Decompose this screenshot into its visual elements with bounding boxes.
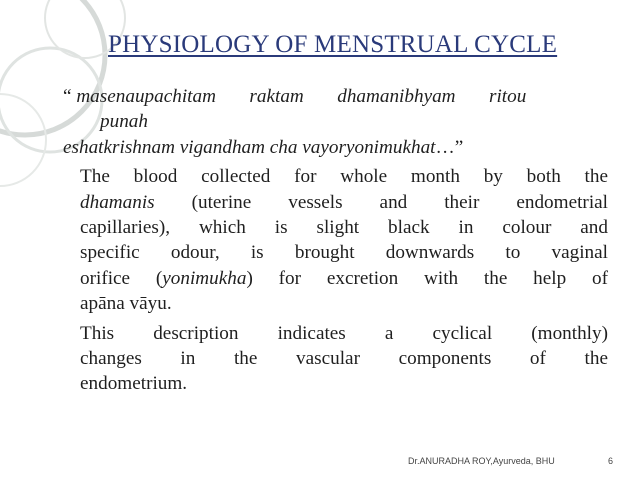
verse-text-1: masenaupachitam raktam dhamanibhyam ritou bbox=[76, 86, 527, 107]
verse-line-2: punah bbox=[100, 111, 148, 133]
footer-source: Dr.ANURADHA ROY,Ayurveda, BHU bbox=[408, 456, 555, 466]
slide-title: PHYSIOLOGY OF MENSTRUAL CYCLE bbox=[108, 31, 558, 58]
explanation-line-5: orifice (yonimukha) for excretion with the help of bbox=[80, 267, 608, 289]
verse-line-3 bbox=[63, 135, 608, 160]
verse-text-3: eshatkrishnam vigandham cha vayoryonimukhat bbox=[63, 136, 436, 158]
explanation-line-1: The blood collected for whole month by both the bbox=[80, 166, 608, 188]
open-quote: “ bbox=[63, 86, 72, 107]
slide-body bbox=[63, 84, 608, 397]
page-number: 6 bbox=[608, 456, 614, 466]
conclusion-line-2: changes in the vascular components of the bbox=[80, 348, 608, 370]
term-dhamanis: dhamanis bbox=[80, 191, 155, 213]
explanation-line-3: capillaries), which is slight black in colour and bbox=[80, 217, 608, 239]
explanation-line-2: dhamanis (uterine vessels and their endometrial bbox=[80, 191, 608, 213]
conclusion-line-3: endometrium. bbox=[80, 373, 188, 395]
explanation-line-6: apāna vāyu. bbox=[80, 293, 172, 315]
term-yonimukha: yonimukha bbox=[162, 267, 247, 289]
verse-line-1 bbox=[63, 84, 608, 109]
explanation-line-4: specific odour, is brought downwards to vaginal bbox=[80, 242, 608, 264]
conclusion-line-1: This description indicates a cyclical (monthly) bbox=[80, 322, 608, 344]
close-quote: …” bbox=[435, 136, 464, 158]
